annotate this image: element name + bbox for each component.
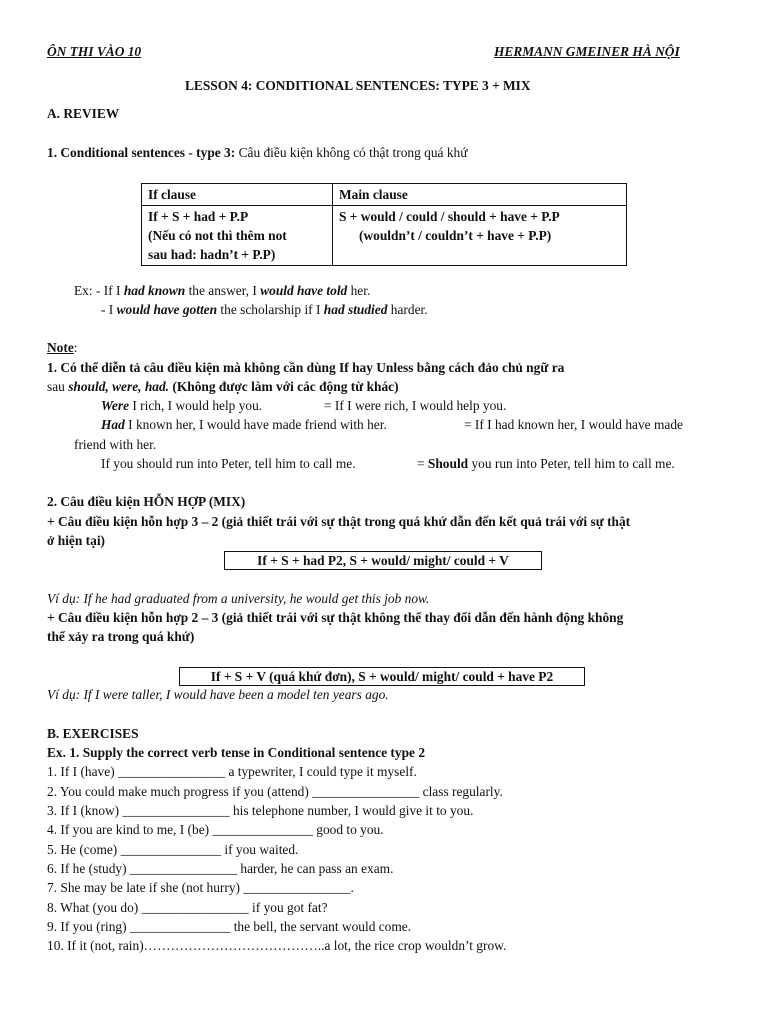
table-line: S + would / could / should + have + P.P — [339, 209, 560, 224]
example-1 — [74, 283, 370, 299]
exercise-item: 5. He (come) _______________ if you waited. — [47, 842, 299, 857]
inversion-had — [101, 417, 387, 433]
mix-3-2-line-2: ở hiện tại) — [47, 533, 106, 548]
text-emph: Should — [427, 456, 469, 471]
text-emph: had studied — [323, 302, 388, 317]
note-line-2 — [47, 379, 399, 395]
text: = — [417, 456, 428, 471]
inversion-should: If you should run into Peter, tell him to call me. — [101, 456, 356, 471]
conditional-table — [141, 183, 627, 266]
exercise-item: 9. If you (ring) _______________ the bell, the servant would come. — [47, 919, 412, 934]
text: Ex: - If I — [74, 283, 124, 298]
text: I known her, I would have made friend with her. — [124, 417, 387, 432]
exercise-item: 6. If he (study) ________________ harder, he can pass an exam. — [47, 861, 394, 876]
inversion-had-continued: friend with her. — [74, 437, 157, 452]
table-cell-main — [333, 206, 627, 266]
inversion-were-equivalent: = If I were rich, I would help you. — [324, 398, 507, 413]
note-colon: : — [73, 340, 78, 355]
text: you run into Peter, tell him to call me. — [468, 456, 675, 471]
type3-heading — [47, 145, 467, 161]
text: - I — [101, 302, 117, 317]
exercise-item: 10. If it (not, rain)…………………………………..a lot, the rice crop wouldn’t grow. — [47, 938, 507, 953]
table-line: (wouldn’t / couldn’t + have + P.P) — [359, 228, 552, 243]
mix-3-2-line-1: + Câu điều kiện hỗn hợp 3 – 2 (giả thiết trái với sự thật trong quá khứ dẫn đến kết quả trái với sự thật — [47, 514, 631, 529]
exercise-item: 1. If I (have) ________________ a typewriter, I could type it myself. — [47, 764, 417, 779]
table-line: If + S + had + P.P — [148, 209, 249, 224]
mix-2-3-line-1: + Câu điều kiện hỗn hợp 2 – 3 (giả thiết trái với sự thật không thể thay đổi dẫn đến hành động không — [47, 610, 624, 625]
text-emph: Had — [101, 417, 125, 432]
text-emph: would have told — [260, 283, 348, 298]
note-word: Note — [47, 340, 74, 355]
section-b-title: B. EXERCISES — [47, 726, 139, 741]
exercise-title: Ex. 1. Supply the correct verb tense in Conditional sentence type 2 — [47, 745, 426, 760]
example-2 — [101, 302, 428, 318]
inversion-had-equivalent: = If I had known her, I would have made — [464, 417, 683, 432]
mix-2-3-line-2: thể xảy ra trong quá khứ) — [47, 629, 195, 644]
exercise-item: 4. If you are kind to me, I (be) _______________ good to you. — [47, 822, 384, 837]
type3-label: 1. Conditional sentences - type 3: — [47, 145, 236, 160]
inversion-should-equivalent — [417, 456, 675, 472]
section-a-title: A. REVIEW — [47, 106, 120, 121]
table-header-main: Main clause — [333, 184, 627, 206]
formula-mix-3-2: If + S + had P2, S + would/ might/ could + V — [224, 551, 542, 570]
text-emph: should, were, had. — [68, 379, 170, 394]
text-emph: would have gotten — [116, 302, 218, 317]
type3-desc: Câu điều kiện không có thật trong quá khứ — [235, 145, 468, 160]
table-line: (Nếu có not thì thêm not — [148, 228, 287, 243]
text-emph: had known — [123, 283, 186, 298]
text: her. — [347, 283, 371, 298]
text: the answer, I — [185, 283, 261, 298]
table-header-if: If clause — [142, 184, 333, 206]
text: (Không được làm với các động từ khác) — [169, 379, 399, 394]
header-right: HERMANN GMEINER HÀ NỘI — [494, 44, 680, 59]
lesson-title: LESSON 4: CONDITIONAL SENTENCES: TYPE 3 + MIX — [185, 78, 531, 93]
exercise-item: 3. If I (know) ________________ his telephone number, I would give it to you. — [47, 803, 474, 818]
text: I rich, I would help you. — [129, 398, 263, 413]
inversion-were — [101, 398, 262, 414]
mix-example-1: Ví dụ: If he had graduated from a university, he would get this job now. — [47, 591, 430, 606]
header-left: ÔN THI VÀO 10 — [47, 44, 142, 59]
exercise-item: 8. What (you do) ________________ if you got fat? — [47, 900, 328, 915]
mix-example-2: Ví dụ: If I were taller, I would have been a model ten years ago. — [47, 687, 389, 702]
text: sau — [47, 379, 69, 394]
table-cell-if — [142, 206, 333, 266]
exercise-item: 2. You could make much progress if you (attend) ________________ class regularly. — [47, 784, 503, 799]
formula-mix-2-3: If + S + V (quá khứ đơn), S + would/ might/ could + have P2 — [179, 667, 585, 686]
note-label — [47, 340, 78, 356]
note-line-1: 1. Có thể diễn tả câu điều kiện mà không cần dùng If hay Unless bằng cách đảo chủ ngữ ra — [47, 360, 565, 375]
mix-title: 2. Câu điều kiện HỖN HỢP (MIX) — [47, 494, 246, 509]
text: the scholarship if I — [217, 302, 324, 317]
table-line: sau had: hadn’t + P.P) — [148, 247, 276, 262]
text-emph: Were — [101, 398, 130, 413]
exercise-item: 7. She may be late if she (not hurry) ________________. — [47, 880, 354, 895]
text: harder. — [387, 302, 428, 317]
